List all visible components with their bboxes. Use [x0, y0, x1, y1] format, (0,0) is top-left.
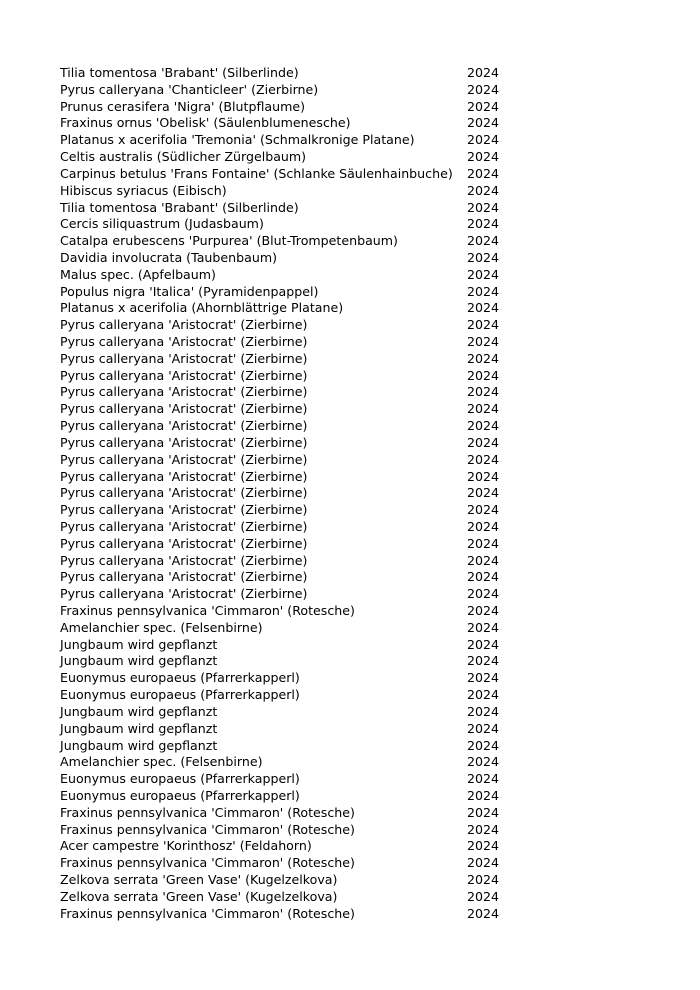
- list-item: [60, 502, 520, 519]
- planting-year: 2024: [467, 754, 500, 770]
- planting-year: 2024: [467, 300, 500, 316]
- planting-year: 2024: [467, 350, 500, 366]
- list-item: [60, 670, 520, 687]
- tree-name: Pyrus calleryana 'Aristocrat' (Zierbirne): [60, 502, 308, 518]
- list-item: [60, 536, 520, 553]
- planting-year: 2024: [467, 233, 500, 249]
- tree-name: Jungbaum wird gepflanzt: [60, 636, 218, 652]
- tree-name: Pyrus calleryana 'Aristocrat' (Zierbirne): [60, 418, 308, 434]
- tree-name: Pyrus calleryana 'Aristocrat' (Zierbirne): [60, 552, 308, 568]
- tree-name: Amelanchier spec. (Felsenbirne): [60, 619, 263, 635]
- list-item: [60, 771, 520, 788]
- tree-name: Cercis siliquastrum (Judasbaum): [60, 216, 264, 232]
- tree-name: Euonymus europaeus (Pfarrerkapperl): [60, 771, 300, 787]
- list-item: [60, 368, 520, 385]
- planting-year: 2024: [467, 855, 500, 871]
- list-item: [60, 855, 520, 872]
- tree-name: Celtis australis (Südlicher Zürgelbaum): [60, 149, 307, 165]
- tree-name: Hibiscus syriacus (Eibisch): [60, 182, 227, 198]
- tree-name: Pyrus calleryana 'Aristocrat' (Zierbirne): [60, 518, 308, 534]
- tree-name: Fraxinus pennsylvanica 'Cimmaron' (Rotesche): [60, 821, 355, 837]
- planting-year: 2024: [467, 418, 500, 434]
- list-item: [60, 485, 520, 502]
- planting-year: 2024: [467, 905, 500, 921]
- planting-year: 2024: [467, 132, 500, 148]
- tree-name: Pyrus calleryana 'Aristocrat' (Zierbirne): [60, 367, 308, 383]
- planting-year: 2024: [467, 434, 500, 450]
- list-item: [60, 216, 520, 233]
- planting-year: 2024: [467, 502, 500, 518]
- tree-name: Pyrus calleryana 'Aristocrat' (Zierbirne): [60, 468, 308, 484]
- list-item: [60, 334, 520, 351]
- list-item: [60, 300, 520, 317]
- tree-name: Pyrus calleryana 'Aristocrat' (Zierbirne): [60, 334, 308, 349]
- list-item: [60, 838, 520, 855]
- tree-name: Pyrus calleryana 'Chanticleer' (Zierbirne): [60, 81, 319, 97]
- list-item: [60, 233, 520, 250]
- tree-name: Fraxinus pennsylvanica 'Cimmaron' (Rotesche): [60, 855, 355, 871]
- planting-year: 2024: [467, 216, 500, 232]
- planting-year: 2024: [467, 552, 500, 568]
- planting-year: 2024: [467, 81, 500, 97]
- tree-name: Euonymus europaeus (Pfarrerkapperl): [60, 687, 300, 703]
- list-item: [60, 317, 520, 334]
- tree-name: Jungbaum wird gepflanzt: [60, 737, 218, 753]
- tree-name: Euonymus europaeus (Pfarrerkapperl): [60, 670, 300, 686]
- list-item: [60, 637, 520, 654]
- list-item: [60, 704, 520, 721]
- list-item: [60, 469, 520, 486]
- tree-name: Pyrus calleryana 'Aristocrat' (Zierbirne): [60, 569, 308, 585]
- planting-year: 2024: [467, 720, 500, 736]
- list-item: [60, 906, 520, 923]
- list-item: [60, 569, 520, 586]
- planting-year: 2024: [467, 334, 500, 349]
- planting-year: 2024: [467, 401, 500, 417]
- tree-name: Catalpa erubescens 'Purpurea' (Blut-Trompetenbaum): [60, 233, 398, 249]
- planting-year: 2024: [467, 703, 500, 719]
- list-item: [60, 687, 520, 704]
- planting-year: 2024: [467, 804, 500, 820]
- list-item: [60, 166, 520, 183]
- list-item: [60, 82, 520, 99]
- planting-year: 2024: [467, 838, 500, 854]
- tree-name: Fraxinus pennsylvanica 'Cimmaron' (Rotesche): [60, 603, 355, 618]
- tree-name: Tilia tomentosa 'Brabant' (Silberlinde): [60, 65, 299, 80]
- tree-name: Fraxinus pennsylvanica 'Cimmaron' (Rotesche): [60, 905, 355, 921]
- tree-name: Pyrus calleryana 'Aristocrat' (Zierbirne): [60, 384, 308, 400]
- planting-year: 2024: [467, 636, 500, 652]
- list-item: [60, 99, 520, 116]
- tree-name: Pyrus calleryana 'Aristocrat' (Zierbirne): [60, 434, 308, 450]
- list-item: [60, 452, 520, 469]
- planting-year: 2024: [467, 451, 500, 467]
- planting-year: 2024: [467, 821, 500, 837]
- list-item: [60, 284, 520, 301]
- list-item: [60, 721, 520, 738]
- list-item: [60, 65, 520, 82]
- planting-year: 2024: [467, 283, 500, 299]
- planting-year: 2024: [467, 535, 500, 551]
- tree-name: Pyrus calleryana 'Aristocrat' (Zierbirne): [60, 485, 308, 501]
- list-item: [60, 788, 520, 805]
- tree-list-rows: [60, 65, 520, 922]
- planting-year: 2024: [467, 872, 500, 887]
- planting-year: 2024: [467, 149, 500, 165]
- planting-year: 2024: [467, 518, 500, 534]
- tree-name: Amelanchier spec. (Felsenbirne): [60, 754, 263, 770]
- planting-year: 2024: [467, 266, 500, 282]
- planting-year: 2024: [467, 737, 500, 753]
- tree-name: Carpinus betulus 'Frans Fontaine' (Schlanke Säulenhainbuche): [60, 165, 453, 181]
- planting-year: 2024: [467, 182, 500, 198]
- list-item: [60, 519, 520, 536]
- list-item: [60, 805, 520, 822]
- tree-name: Pyrus calleryana 'Aristocrat' (Zierbirne): [60, 350, 308, 366]
- tree-name: Populus nigra 'Italica' (Pyramidenpappel): [60, 283, 319, 299]
- list-item: [60, 872, 520, 889]
- tree-name: Malus spec. (Apfelbaum): [60, 266, 216, 282]
- planting-year: 2024: [467, 384, 500, 400]
- planting-year: 2024: [467, 687, 500, 703]
- tree-name: Tilia tomentosa 'Brabant' (Silberlinde): [60, 199, 299, 215]
- planting-year: 2024: [467, 569, 500, 585]
- planting-year: 2024: [467, 249, 500, 265]
- planting-year: 2024: [467, 787, 500, 803]
- list-item: [60, 351, 520, 368]
- list-item: [60, 200, 520, 217]
- tree-name: Fraxinus pennsylvanica 'Cimmaron' (Rotesche): [60, 804, 355, 820]
- list-item: [60, 183, 520, 200]
- tree-name: Fraxinus ornus 'Obelisk' (Säulenblumenesche): [60, 115, 351, 131]
- tree-name: Pyrus calleryana 'Aristocrat' (Zierbirne): [60, 451, 308, 467]
- list-item: [60, 822, 520, 839]
- list-item: [60, 132, 520, 149]
- planting-year: 2024: [467, 367, 500, 383]
- planting-year: 2024: [467, 98, 500, 114]
- tree-name: Prunus cerasifera 'Nigra' (Blutpflaume): [60, 98, 306, 114]
- tree-list: [60, 65, 520, 922]
- list-item: [60, 250, 520, 267]
- list-item: [60, 586, 520, 603]
- planting-year: 2024: [467, 65, 500, 80]
- planting-year: 2024: [467, 317, 500, 333]
- tree-name: Pyrus calleryana 'Aristocrat' (Zierbirne): [60, 586, 308, 602]
- tree-name: Platanus x acerifolia 'Tremonia' (Schmalkronige Platane): [60, 132, 415, 148]
- list-item: [60, 653, 520, 670]
- planting-year: 2024: [467, 165, 500, 181]
- planting-year: 2024: [467, 771, 500, 787]
- tree-name: Jungbaum wird gepflanzt: [60, 653, 218, 669]
- planting-year: 2024: [467, 586, 500, 602]
- tree-name: Zelkova serrata 'Green Vase' (Kugelzelkova): [60, 872, 338, 887]
- planting-year: 2024: [467, 468, 500, 484]
- list-item: [60, 620, 520, 637]
- tree-name: Davidia involucrata (Taubenbaum): [60, 249, 277, 265]
- tree-name: Acer campestre 'Korinthosz' (Feldahorn): [60, 838, 312, 854]
- list-item: [60, 738, 520, 755]
- planting-year: 2024: [467, 485, 500, 501]
- list-item: [60, 149, 520, 166]
- tree-name: Pyrus calleryana 'Aristocrat' (Zierbirne): [60, 401, 308, 417]
- list-item: [60, 754, 520, 771]
- planting-year: 2024: [467, 115, 500, 131]
- list-item: [60, 267, 520, 284]
- list-item: [60, 603, 520, 620]
- planting-year: 2024: [467, 619, 500, 635]
- tree-name: Pyrus calleryana 'Aristocrat' (Zierbirne): [60, 535, 308, 551]
- tree-name: Platanus x acerifolia (Ahornblättrige Platane): [60, 300, 344, 316]
- list-item: [60, 418, 520, 435]
- tree-name: Pyrus calleryana 'Aristocrat' (Zierbirne): [60, 317, 308, 333]
- tree-name: Zelkova serrata 'Green Vase' (Kugelzelkova): [60, 888, 338, 904]
- planting-year: 2024: [467, 199, 500, 215]
- planting-year: 2024: [467, 603, 500, 618]
- list-item: [60, 115, 520, 132]
- tree-name: Jungbaum wird gepflanzt: [60, 720, 218, 736]
- list-item: [60, 384, 520, 401]
- list-item: [60, 553, 520, 570]
- list-item: [60, 889, 520, 906]
- planting-year: 2024: [467, 670, 500, 686]
- planting-year: 2024: [467, 653, 500, 669]
- list-item: [60, 401, 520, 418]
- tree-name: Jungbaum wird gepflanzt: [60, 703, 218, 719]
- planting-year: 2024: [467, 888, 500, 904]
- tree-name: Euonymus europaeus (Pfarrerkapperl): [60, 787, 300, 803]
- list-item: [60, 435, 520, 452]
